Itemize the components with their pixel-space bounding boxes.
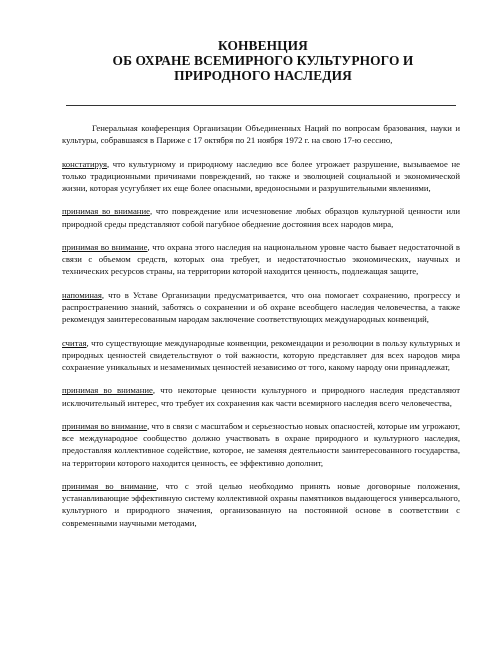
clause-lead: считая xyxy=(62,337,87,348)
intro-paragraph: Генеральная конференция Организации Объединенных Наций по вопросам бразования, науки и культуры, собравшаяся в Париже с 17 октября по 21 ноября 1972 г. на свою 17-ю сессию, xyxy=(62,123,460,146)
clause-lead: принимая во внимание xyxy=(62,385,153,396)
title-line-2: ОБ ОХРАНЕ ВСЕМИРНОГО КУЛЬТУРНОГО И xyxy=(112,53,414,68)
clause-text: , что повреждение или исчезновение любых образцов культурной ценности или природной среды представляют собой пагубное обеднение достояния всех народов мира, xyxy=(62,206,461,229)
clause-paragraph-1 xyxy=(62,158,460,195)
title-line-3: ПРИРОДНОГО НАСЛЕДИЯ xyxy=(174,68,352,83)
clause-lead: принимая во внимание xyxy=(62,480,157,491)
clause-paragraph-5 xyxy=(62,337,460,374)
clause-text: , что охрана этого наследия на национальном уровне часто бывает недостаточной в связи с объемом средств, которых она требует, и недостаточностью экономических, научных и технических ресурсов страны, на территории которой находится ценность, подлежащая защите, xyxy=(62,241,460,277)
clause-lead: принимая во внимание xyxy=(62,420,148,431)
title-divider xyxy=(66,105,456,106)
clause-paragraph-4 xyxy=(62,289,460,326)
clause-text: , что культурному и природному наследию все более угрожает разрушение, вызываемое не только традиционными причинами повреждений, но также и эволюцией социальной и экономической жизни, которая усугубляет их еще более опасными, вредоносными и разрушительными явлениями, xyxy=(62,158,460,193)
clause-paragraph-7 xyxy=(62,420,460,469)
clause-paragraph-8 xyxy=(62,480,460,529)
title-line-1: КОНВЕНЦИЯ xyxy=(218,38,308,53)
clause-text: , что с этой целью необходимо принять новые договорные положения, устанавливающие эффективную систему коллективной охраны памятников выдающегося универсального, культурного и природного значения, организованную на постоянной основе в соответствии с современными научными методами, xyxy=(62,480,461,528)
clause-text: , что в Уставе Организации предусматривается, что она помогает сохранению, прогрессу и распространению знаний, заботясь о сохранении и об охране всеобщего наследия человечества, а также рекомендуя заинтересованным народам заключение соответствующих международных конвенций, xyxy=(62,289,460,325)
clause-text: , что в связи с масштабом и серьезностью новых опасностей, которые им угрожают, все международное сообщество должно участвовать в охране природного и культурного наследия, предоставляя коллективное содействие, которое, не заменяя деятельности заинтересованного государства, на территории которого находится ценность, ее эффективно дополнит, xyxy=(62,420,460,468)
clause-paragraph-2 xyxy=(62,205,460,229)
clause-paragraph-6 xyxy=(62,384,460,408)
clause-lead: принимая во внимание xyxy=(62,241,148,252)
clause-lead: напоминая xyxy=(62,289,102,300)
clause-text: , что некоторые ценности культурного и природного наследия представляют исключительный интерес, что требует их сохранения как части всемирного наследия всего человечества, xyxy=(62,385,460,408)
clause-paragraph-3 xyxy=(62,241,460,278)
clause-lead: констатируя xyxy=(62,158,107,169)
clause-text: , что существующие международные конвенции, рекомендации и резолюции в пользу культурных и природных ценностей свидетельствуют о той важности, которую представляет для всех народов мира сохранение уникальных и незаменимых ценностей независимо от того, какому народу они принадлежат, xyxy=(62,337,460,372)
document-title xyxy=(66,38,460,83)
clause-lead: принимая во внимание xyxy=(62,206,150,217)
